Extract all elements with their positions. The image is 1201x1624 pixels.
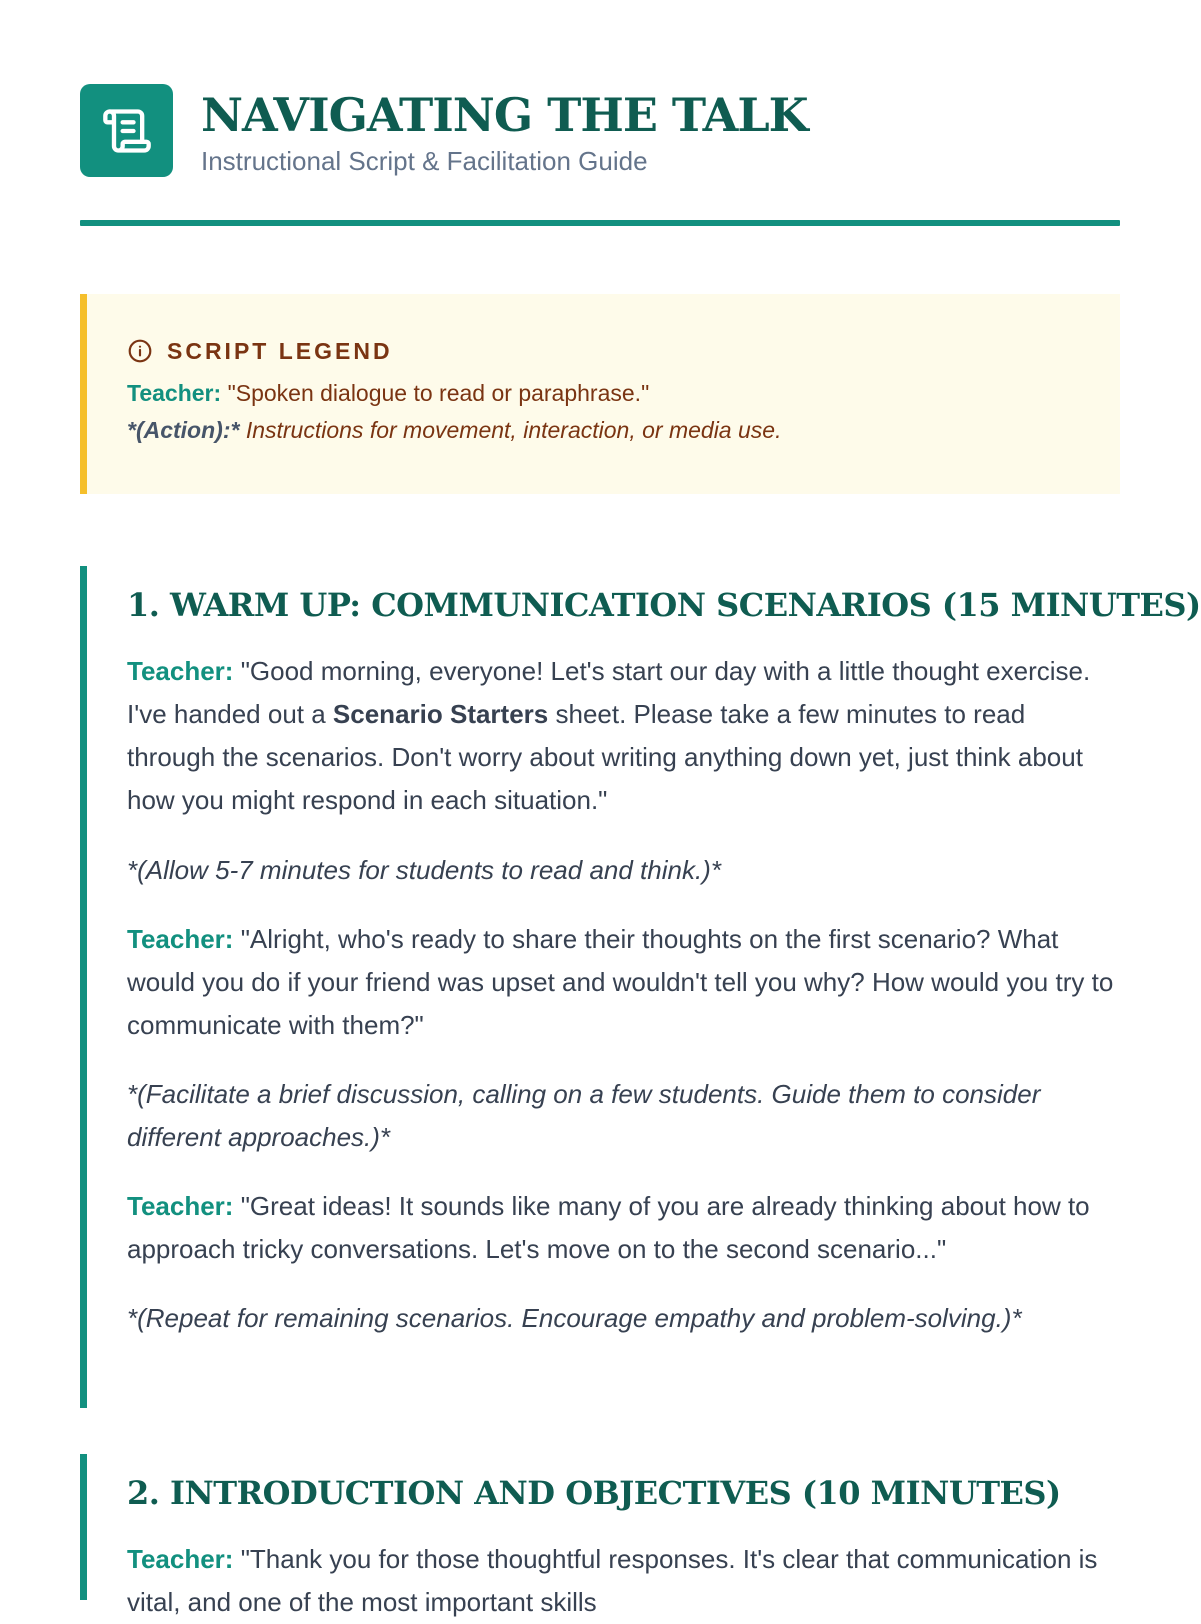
- speaker-label: Teacher:: [127, 656, 234, 686]
- dialogue-text: "Great ideas! It sounds like many of you are already thinking about how to approach tricky conversations. Let's move on to the second scenario...": [127, 1191, 1090, 1264]
- legend-speaker-label: Teacher:: [127, 380, 222, 406]
- speaker-label: Teacher:: [127, 924, 234, 954]
- dialogue-text: "Alright, who's ready to share their thoughts on the first scenario? What would you do if your friend was upset and wouldn't tell you why? How would you try to communicate with them?": [127, 924, 1114, 1040]
- legend-action-example: Instructions for movement, interaction, or media use.: [245, 417, 782, 443]
- header-divider: [80, 220, 1120, 226]
- action-note: *(Repeat for remaining scenarios. Encourage empathy and problem-solving.)*: [127, 1303, 1022, 1333]
- action-note: *(Allow 5-7 minutes for students to read and think.)*: [127, 855, 721, 885]
- teacher-dialogue: [127, 918, 1120, 1047]
- dialogue-text: "Thank you for those thoughtful responses. It's clear that communication is vital, and one of the most important skills: [127, 1544, 1098, 1617]
- page-subtitle: Instructional Script & Facilitation Guide: [201, 146, 648, 176]
- legend-header: [127, 336, 1120, 366]
- section-heading: 1. WARM UP: COMMUNICATION SCENARIOS (15 MINUTES): [127, 586, 1201, 624]
- action-note: *(Facilitate a brief discussion, calling on a few students. Guide them to consider different approaches.)*: [127, 1079, 1041, 1152]
- page-title: NAVIGATING THE TALK: [201, 88, 808, 142]
- teacher-dialogue: [127, 1185, 1120, 1271]
- dialogue-text: sheet. Please take a few minutes to read through the scenarios. Don't worry about writing anything down yet, just think about how you might respond in each situation.": [127, 699, 1083, 815]
- speaker-label: Teacher:: [127, 1191, 234, 1221]
- handout-name: Scenario Starters: [332, 699, 549, 729]
- dialogue-text: "Good morning, everyone! Let's start our day with a little thought exercise. I've handed out a: [127, 656, 1091, 729]
- document-header: [80, 84, 1120, 226]
- legend-speaker-example: "Spoken dialogue to read or paraphrase.": [227, 380, 650, 406]
- scroll-icon: [80, 84, 173, 177]
- section-heading: 2. INTRODUCTION AND OBJECTIVES (10 MINUTES): [127, 1474, 1061, 1512]
- section-warm-up: [80, 566, 1201, 1408]
- teacher-dialogue: [127, 650, 1120, 822]
- speaker-label: Teacher:: [127, 1544, 234, 1574]
- legend-title: SCRIPT LEGEND: [167, 337, 393, 364]
- legend-action-label: *(Action):*: [127, 417, 240, 443]
- teacher-dialogue: [127, 1538, 1120, 1624]
- info-icon: [127, 338, 153, 364]
- legend-speaker-line: [127, 380, 1120, 407]
- section-introduction: [80, 1454, 1120, 1617]
- script-legend: [80, 294, 1120, 494]
- legend-action-line: [127, 417, 1120, 444]
